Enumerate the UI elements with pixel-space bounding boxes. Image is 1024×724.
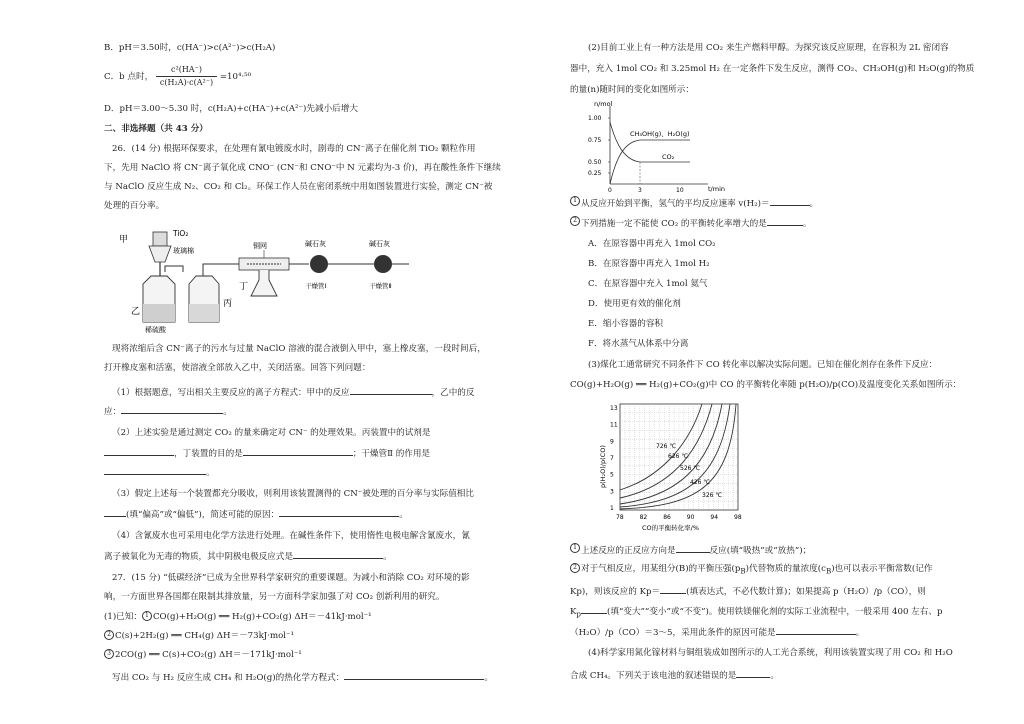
- r-opt-d: D．使用更有效的催化剂: [588, 299, 681, 309]
- chart2-ytick-label: 13: [610, 405, 618, 412]
- fraction-denominator: c(H₂A)·c(A²⁻): [159, 78, 214, 87]
- q26-1: [112, 385, 475, 399]
- q26-1-cont: 应： 。: [104, 404, 232, 418]
- r-q3-2-c: )也可以表示平衡常数(记作: [831, 564, 933, 574]
- q26-line-2: 下，先用 NaClO 将 CN⁻离子氧化成 CNO⁻ (CN⁻和 CNO⁻中 N 元素均为-3 价)，再在酸性条件下继续: [104, 163, 501, 173]
- r-p3-a: (3)煤化工通常研究不同条件下 CO 转化率以解决实际问题。已知在催化剂存在条件下反应：: [588, 360, 938, 370]
- r-line-3: 的量(n)随时间的变化如图所示：: [570, 85, 694, 95]
- chart2-ytick-label: 1: [610, 505, 614, 512]
- chart1-xtick-label: 3: [638, 187, 642, 194]
- answer-blank[interactable]: [776, 625, 856, 635]
- circle-2-icon: 2: [570, 563, 580, 573]
- r-q4-a: (4)科学家用氮化镓材料与铜组装成如图所示的人工光合系统，利用该装置实现了用 CO₂ 和 H₂O: [588, 648, 953, 658]
- answer-blank[interactable]: [736, 668, 770, 678]
- r-q3-2-g: (填表达式，不必代数计算)；如果提高 p（H₂O）/p（CO），则: [686, 587, 926, 597]
- curve-label-626: 626 ℃: [668, 453, 689, 460]
- label-jianshihui-1: 碱石灰: [305, 240, 326, 248]
- r-q3-1: [570, 543, 811, 557]
- chart2-xtick-label: 98: [734, 514, 742, 521]
- r-q3-4: （H₂O）/p（CO）＝3～5，采用此条件的原因可能是 。: [570, 625, 864, 639]
- answer-blank[interactable]: [104, 446, 174, 456]
- q26-4-text-b: 离子被氧化为无毒的物质，其中阴极电极反应式是: [104, 552, 294, 562]
- chart2-xtick-label: 90: [686, 514, 695, 521]
- q26-line-1: 26．(14 分) 根据环保要求，在处理有氰电镀废水时，剧毒的 CN⁻离子在催化剂 TiO₂ 颗粒作用: [112, 144, 476, 154]
- chart2-xtick-label: 94: [710, 514, 719, 521]
- chart2-xlabel: CO的平衡转化率/%: [642, 524, 700, 532]
- option-c-fraction: [156, 64, 217, 89]
- r-q3-2-e: p)，则该反应的 K: [576, 587, 646, 597]
- answer-blank[interactable]: [104, 465, 206, 475]
- label-gan-2: 干燥管Ⅱ: [369, 282, 392, 290]
- q27-1-eq1: [104, 611, 372, 623]
- section-heading: 二、非选择题（共 43 分）: [104, 124, 208, 134]
- chart2-ylabel: p(H₂O)/p(CO): [599, 445, 607, 488]
- chart1-ytick-label: 0.75: [588, 137, 602, 144]
- r-q4-b: 合成 CH₄。下列关于该电池的叙述错误的是 。: [570, 668, 779, 682]
- r-q4-b-text: 合成 CH₄。下列关于该电池的叙述错误的是: [570, 671, 737, 681]
- r-q1-text: 从反应开始到平衡，氢气的平均反应速率 v(H₂)＝: [581, 199, 770, 209]
- q26-2-cont-2: 。: [104, 465, 215, 479]
- answer-blank[interactable]: [104, 507, 126, 517]
- circle-1-icon: 1: [570, 543, 580, 553]
- chart1-xlabel: t/min: [708, 185, 725, 193]
- chart2-xtick-label: 82: [639, 514, 648, 521]
- circle-1-icon: 1: [570, 196, 580, 206]
- r-q3-2-f: p＝: [646, 587, 661, 597]
- q27-write: 写出 CO₂ 与 H₂ 反应生成 CH₄ 和 H₂O(g)的热化学方程式： 。: [112, 670, 493, 684]
- r-q2-text: 下列措施一定不能使 CO₂ 的平衡转化率增大的是: [581, 219, 767, 229]
- q27-write-text: 写出 CO₂ 与 H₂ 反应生成 CH₄ 和 H₂O(g)的热化学方程式：: [112, 673, 345, 683]
- curve-label-426: 426 ℃: [690, 479, 711, 486]
- q26-line-3: 与 NaClO 反应生成 N₂、CO₂ 和 Cl₂。环保工作人员在密闭系统中用如图装置进行实验，测定 CN⁻被: [104, 182, 493, 192]
- q26-3: （3）假定上述每一个装置都充分吸收，则利用该装置测得的 CN⁻被处理的百分率与实际值相比: [112, 489, 474, 499]
- label-boli: 玻璃棉: [173, 247, 194, 255]
- q26-3-text-b: (填“偏高”或“偏低”)，简述可能的原因：: [126, 510, 280, 520]
- option-d: D．pH＝3.00～5.30 时，c(H₂A)+c(HA⁻)+c(A²⁻)先减小后增大: [104, 104, 358, 114]
- equation-1: CO(g)+H₂O(g) ══ H₂(g)+CO₂(g) ΔH＝－41kJ·mol⁻¹: [152, 612, 372, 622]
- chart2-ytick-label: 5: [610, 471, 614, 479]
- r-q3-1-text-a: 上述反应的正反应方向是: [581, 546, 676, 556]
- circle-3-icon: 3: [104, 649, 114, 659]
- r-q3-4-a: （H₂O）/p（CO）＝3～5，采用此条件的原因可能是: [570, 628, 776, 638]
- q26-1-text-c: 应：: [104, 407, 122, 417]
- curve-label-526: 526 ℃: [680, 465, 701, 472]
- r-q3-2-a: 对于气相反应，用某组分(B)的平衡压强(p: [581, 564, 741, 574]
- circle-2-icon: 2: [104, 630, 114, 640]
- q27-1-eq3: [104, 649, 302, 661]
- chart2-xtick-label: 78: [616, 514, 624, 521]
- option-c: [104, 64, 251, 89]
- r-line-2: 器中，充入 1mol CO₂ 和 3.25mol H₂ 在一定条件下发生反应，测得 CO₂、CH₃OH(g)和 H₂O(g)的物质: [570, 64, 975, 74]
- r-p3-b: CO(g)+H₂O(g) ══ H₂(g)+CO₂(g)中 CO 的平衡转化率随 p(H₂O)/p(CO)及温度变化关系如图所示：: [570, 380, 962, 390]
- r-q3-2-sub-2: B: [825, 566, 832, 576]
- q26-2: （2）上述实验是通过测定 CO₂ 的量来确定对 CN⁻ 的处理效果。丙装置中的试剂是: [112, 428, 431, 438]
- label-tongwang: 铜网: [253, 242, 267, 250]
- r-q2: 2 下列措施一定不能使 CO₂ 的平衡转化率增大的是 。: [570, 216, 811, 230]
- r-q3-2-cont: [570, 584, 926, 598]
- circle-1-icon: 1: [142, 611, 152, 621]
- label-xiliusuan: 稀硫酸: [145, 326, 166, 334]
- chart1-xtick-label: 10: [676, 187, 684, 194]
- chart1-ytick-label: 0.50: [588, 159, 602, 166]
- answer-blank[interactable]: [770, 196, 810, 206]
- chart1-ylabel: n/mol: [594, 100, 613, 108]
- label-gan-1: 干燥管Ⅰ: [305, 282, 327, 290]
- q27-1-eq2: [104, 630, 294, 642]
- r-opt-a: A．在原容器中再充入 1mol CO₂: [588, 239, 716, 249]
- label-yi: 乙: [131, 307, 141, 317]
- q26-2-text-c: ；干燥管Ⅱ 的作用是: [352, 449, 431, 459]
- fraction-numerator: c²(HA⁻): [156, 64, 217, 77]
- r-q3-3-a: K: [570, 607, 577, 617]
- q26-line-4: 处理的百分率。: [104, 201, 165, 211]
- label-jia: 甲: [119, 235, 129, 245]
- answer-blank[interactable]: [581, 604, 607, 614]
- r-opt-b: B．在原容器中再充入 1mol H₂: [588, 259, 710, 269]
- q27-line-2: 响，一方面世界各国都在限制其排放量，另一方面科学家加强了对 CO₂ 创新利用的研究。: [104, 592, 445, 602]
- r-q3-3-c: (填“变大”“变小”或“不变”)。使用铁镁催化剂的实际工业流程中，一般采用 400 左右、p: [607, 607, 943, 617]
- chart2-ytick-label: 3: [610, 488, 614, 496]
- equation-2: C(s)+2H₂(g) ══ CH₄(g) ΔH＝－73kJ·mol⁻¹: [115, 631, 295, 641]
- curve-label-326: 326 ℃: [702, 492, 723, 499]
- answer-blank[interactable]: [121, 404, 223, 414]
- q26-para-2: 打开橡皮塞和活塞，使溶液全部放入乙中，关闭活塞。回答下列问题：: [104, 363, 371, 373]
- equation-3: 2CO(g) ══ C(s)+CO₂(g) ΔH＝－171kJ·mol⁻¹: [115, 650, 302, 660]
- chart1-ytick-label: 0.25: [588, 170, 602, 177]
- answer-blank[interactable]: [350, 385, 432, 395]
- answer-blank[interactable]: [279, 507, 399, 517]
- chart1-ytick-label: 1.00: [588, 115, 602, 122]
- q26-2-text-b: ，丁装置的目的是: [174, 449, 243, 459]
- q26-2-cont: [104, 446, 430, 460]
- label-bing: 丙: [223, 299, 233, 309]
- label-ding: 丁: [239, 282, 249, 292]
- conversion-chart: [598, 398, 748, 533]
- answer-blank[interactable]: [293, 549, 383, 559]
- answer-blank[interactable]: [660, 584, 686, 594]
- r-q1: 1 从反应开始到平衡，氢气的平均反应速率 v(H₂)＝ 。: [570, 196, 818, 210]
- q26-1-text-b: ，乙中的反: [431, 388, 475, 398]
- q26-3-cont: (填“偏高”或“偏低”)，简述可能的原因： 。: [104, 507, 408, 521]
- answer-blank[interactable]: [767, 216, 803, 226]
- r-q3-3: [570, 604, 942, 621]
- r-opt-f: F．将水蒸气从体系中分离: [588, 339, 689, 349]
- r-q3-3-b: p: [576, 609, 582, 619]
- q26-4-cont: 离子被氧化为无毒的物质，其中阴极电极反应式是 。: [104, 549, 392, 563]
- chart2-ytick-label: 7: [610, 455, 614, 462]
- apparatus-diagram: [119, 226, 419, 334]
- q26-para-1: 现将浓缩后含 CN⁻离子的污水与过量 NaClO 溶液的混合液倒入甲中，塞上橡皮塞，一段时间后，: [112, 344, 486, 354]
- q26-1-text-a: （1）根据题意，写出相关主要反应的离子方程式：甲中的反应: [112, 388, 350, 398]
- r-q3-1-text-b: 反应(填“吸热”或“放热”)；: [709, 546, 812, 556]
- r-q3-2: [570, 563, 932, 578]
- chart2-xtick-label: 86: [663, 514, 671, 521]
- chart1-xtick-label: 0: [608, 187, 612, 194]
- q26-4: （4）含氰废水也可采用电化学方法进行处理。在碱性条件下，使用惰性电极电解含氰废水，氰: [112, 531, 470, 541]
- mole-time-chart: [580, 98, 740, 194]
- chart2-ytick-label: 9: [610, 438, 614, 446]
- chart1-label-upper: CH₃OH(g)、H₂O(g): [630, 130, 690, 138]
- chart2-ytick-label: 11: [610, 421, 618, 429]
- answer-blank[interactable]: [676, 543, 710, 553]
- curve-label-726: 726 ℃: [656, 443, 677, 450]
- option-c-prefix: C．b 点时，: [104, 72, 154, 82]
- r-q3-2-b: )代替物质的量浓度(c: [745, 564, 826, 574]
- r-opt-e: E．缩小容器的容积: [588, 319, 664, 329]
- label-jianshihui-2: 碱石灰: [369, 240, 390, 248]
- option-b: B．pH＝3.50时，c(HA⁻)>c(A²⁻)>c(H₂A): [104, 43, 276, 53]
- label-tio2: TiO₂: [173, 229, 189, 238]
- option-c-suffix: =10⁴·⁵⁰: [219, 72, 252, 82]
- q27-line-1: 27．(15 分) “低碳经济”已成为全世界科学家研究的重要课题。为减小和消除 CO₂ 对环境的影: [112, 573, 470, 583]
- chart1-label-lower: CO₂: [662, 153, 675, 161]
- r-opt-c: C．在原容器中充入 1mol 氦气: [588, 279, 708, 289]
- r-q3-2-sub: B: [740, 566, 746, 576]
- q27-1-label: (1)已知：: [104, 612, 142, 622]
- r-line-1: (2)目前工业上有一种方法是用 CO₂ 来生产燃料甲醇。为探究该反应原理，在容积为 2L 密闭容: [588, 43, 949, 53]
- answer-blank[interactable]: [344, 670, 484, 680]
- r-q3-2-d: K: [570, 587, 577, 597]
- answer-blank[interactable]: [243, 446, 353, 456]
- circle-2-icon: 2: [570, 216, 580, 226]
